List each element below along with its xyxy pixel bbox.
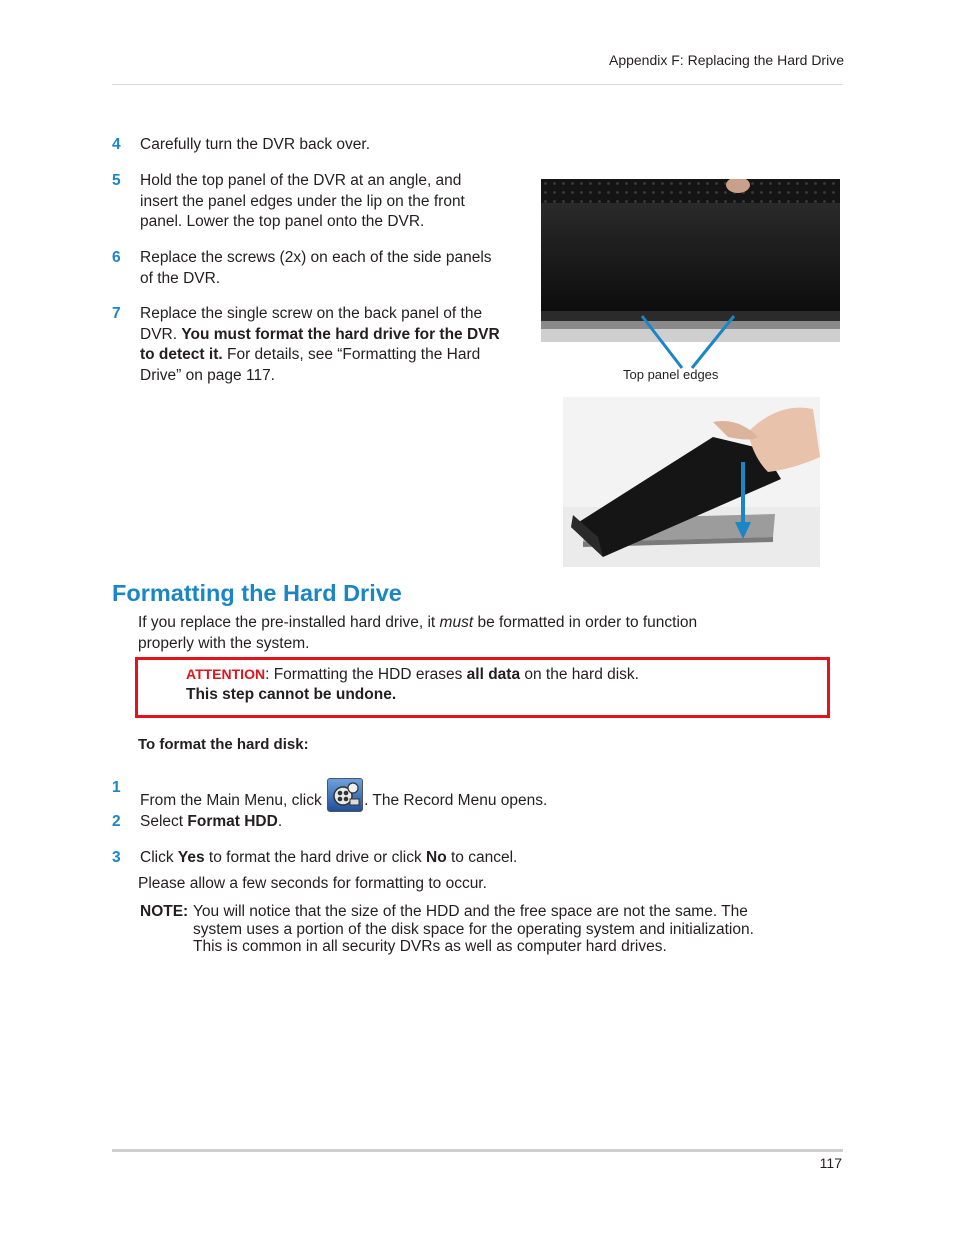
step-number: 6 [112, 249, 121, 266]
note-label: NOTE: [140, 903, 189, 920]
attention-text: : Formatting the HDD erases [265, 666, 467, 683]
step-emphasis: to detect it. [140, 346, 223, 363]
step-text: DVR. [140, 325, 182, 343]
step-text-line: insert the panel edges under the lip on the front [140, 192, 465, 210]
page-number: 117 [819, 1155, 842, 1171]
intro-text: If you replace the pre-installed hard drive, it [138, 614, 440, 631]
step-text: Select [140, 813, 188, 830]
procedure-heading: To format the hard disk: [138, 736, 309, 753]
step-text: Click [140, 849, 178, 866]
menu-option-format-hdd: Format HDD [187, 813, 278, 830]
attention-line [186, 664, 639, 685]
step-number: 5 [112, 172, 121, 189]
intro-text: be formatted in order to function [473, 614, 698, 631]
step-text-line: Hold the top panel of the DVR at an angle, and [140, 172, 462, 189]
attention-box [135, 657, 830, 718]
step-number: 4 [112, 136, 121, 153]
step-text: to format the hard drive or click [204, 849, 427, 866]
attention-emphasis: all data [466, 666, 521, 683]
step-text-line: panel. Lower the top panel onto the DVR. [140, 213, 425, 230]
footer-divider [112, 1149, 843, 1152]
note-line: You will notice that the size of the HDD and the free space are not the same. The [193, 903, 748, 920]
step-number: 1 [112, 779, 121, 796]
cross-reference: Drive” on page 117. [140, 366, 275, 384]
section-title: Formatting the Hard Drive [112, 580, 402, 606]
wait-text: Please allow a few seconds for formatting to occur. [138, 875, 487, 892]
lower-panel-photo [563, 397, 820, 567]
note-line: This is common in all security DVRs as well as computer hard drives. [193, 938, 667, 955]
step-text: . [277, 813, 283, 830]
step-number: 7 [112, 305, 121, 322]
step-number: 2 [112, 813, 121, 830]
attention-warning: This step cannot be undone. [186, 686, 397, 703]
figure-caption: Top panel edges [623, 367, 719, 382]
intro-emphasis: must [439, 614, 474, 631]
yes-option: Yes [177, 849, 205, 866]
step-text-line: Replace the screws (2x) on each of the side panels [140, 249, 492, 266]
no-option: No [426, 849, 447, 866]
section-intro [138, 612, 697, 633]
step-text-line: of the DVR. [140, 269, 221, 287]
step-text: Carefully turn the DVR back over. [140, 136, 371, 153]
step-text: to cancel. [446, 849, 518, 866]
step-emphasis: You must format the hard drive for the DVR [181, 325, 500, 343]
header-divider [112, 84, 843, 85]
step-text: For details, see “Formatting the Hard [222, 346, 481, 363]
step-text: From the Main Menu, click [140, 792, 327, 809]
step-text: . The Record Menu opens. [364, 792, 548, 809]
lower-panel-illustration [563, 397, 820, 567]
record-menu-icon[interactable] [327, 778, 363, 812]
attention-label: ATTENTION [186, 666, 266, 682]
note-line: system uses a portion of the disk space for the operating system and initialization. [193, 920, 754, 938]
running-header: Appendix F: Replacing the Hard Drive [608, 52, 844, 68]
step-number: 3 [112, 849, 121, 866]
intro-text-line2: properly with the system. [138, 635, 310, 652]
step-text-line: Replace the single screw on the back panel of the [140, 305, 483, 322]
attention-text: on the hard disk. [520, 666, 639, 683]
